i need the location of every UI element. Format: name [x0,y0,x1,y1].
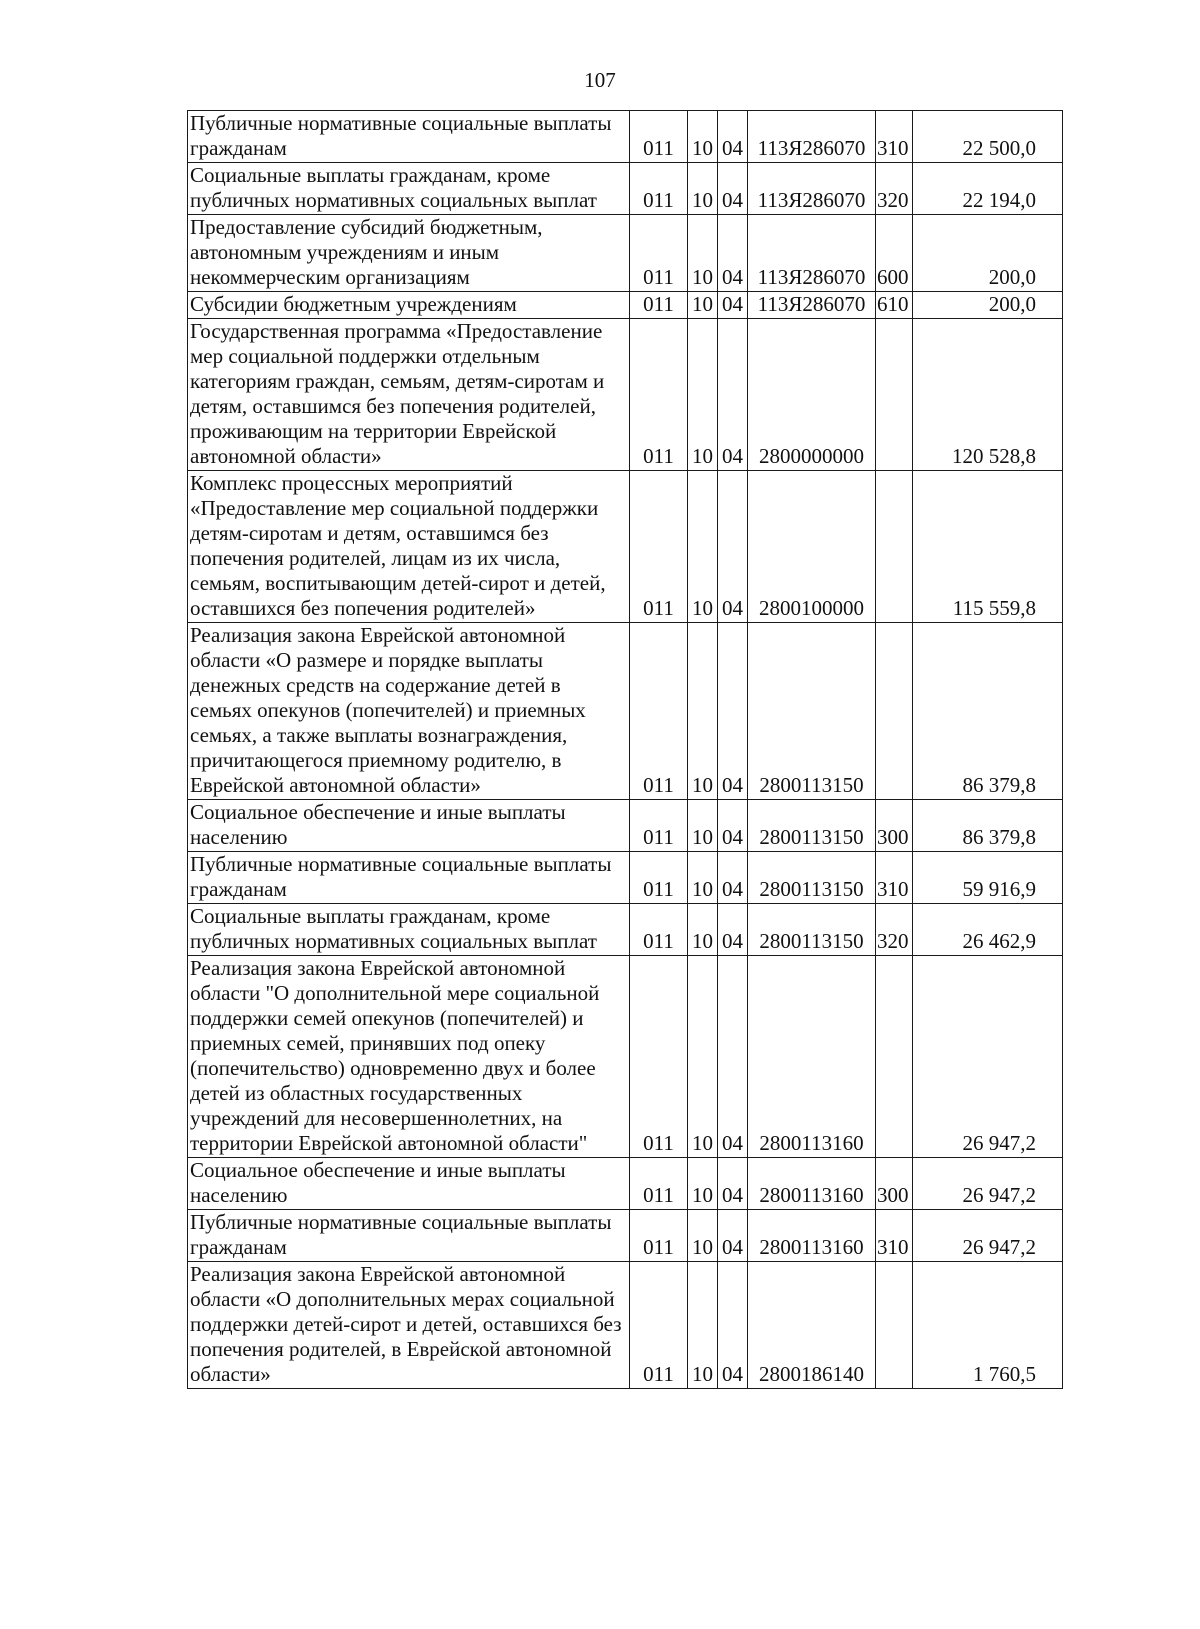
table-row [188,163,1063,215]
target-code: 2800186140 [748,1262,876,1389]
budget-table [187,110,1063,1389]
subsection-code: 04 [718,1158,748,1210]
row-name: Реализация закона Еврейской автономной области «О размере и порядке выплаты денежных средств на содержание детей в семьях опекунов (попечителей) и приемных семьях, а также выплаты вознаграждения, причитающегося приемному родителю, в Еврейской автономной области» [188,623,630,800]
expense-type-code: 300 [876,1158,913,1210]
row-name: Социальное обеспечение и иные выплаты населению [188,800,630,852]
table-row [188,1158,1063,1210]
expense-type-code: 610 [876,292,913,319]
subsection-code: 04 [718,800,748,852]
target-code: 2800000000 [748,319,876,471]
target-code: 2800113150 [748,800,876,852]
amount: 22 194,0 [913,163,1063,215]
target-code: 113Я286070 [748,163,876,215]
table-row [188,623,1063,800]
row-name: Комплекс процессных мероприятий «Предоставление мер социальной поддержки детям-сиротам и детям, оставшимся без попечения родителей, лицам из их числа, семьям, воспитывающим детей-сирот и детей, оставшихся без попечения родителей» [188,471,630,623]
ministry-code: 011 [630,215,688,292]
amount: 26 947,2 [913,1158,1063,1210]
subsection-code: 04 [718,163,748,215]
row-name: Социальное обеспечение и иные выплаты населению [188,1158,630,1210]
ministry-code: 011 [630,1262,688,1389]
row-name: Предоставление субсидий бюджетным, автономным учреждениям и иным некоммерческим организациям [188,215,630,292]
row-name: Реализация закона Еврейской автономной области "О дополнительной мере социальной поддержки семей опекунов (попечителей) и приемных семей, принявших под опеку (попечительство) одновременно двух и более детей из областных государственных учреждений для несовершеннолетних, на территории Еврейской автономной области" [188,956,630,1158]
target-code: 2800113160 [748,1158,876,1210]
amount: 26 462,9 [913,904,1063,956]
amount: 120 528,8 [913,319,1063,471]
ministry-code: 011 [630,111,688,163]
ministry-code: 011 [630,1158,688,1210]
table-row [188,800,1063,852]
table-row [188,111,1063,163]
ministry-code: 011 [630,852,688,904]
table-row [188,904,1063,956]
row-name: Социальные выплаты гражданам, кроме публичных нормативных социальных выплат [188,163,630,215]
row-name: Государственная программа «Предоставление мер социальной поддержки отдельным категориям граждан, семьям, детям-сиротам и детям, оставшимся без попечения родителей, проживающим на территории Еврейской автономной области» [188,319,630,471]
expense-type-code: 310 [876,111,913,163]
amount: 115 559,8 [913,471,1063,623]
subsection-code: 04 [718,1262,748,1389]
subsection-code: 04 [718,1210,748,1262]
table-row [188,852,1063,904]
section-code: 10 [688,471,718,623]
expense-type-code [876,623,913,800]
target-code: 2800113150 [748,852,876,904]
table-row [188,1262,1063,1389]
target-code: 2800113150 [748,623,876,800]
row-name: Публичные нормативные социальные выплаты гражданам [188,111,630,163]
ministry-code: 011 [630,319,688,471]
section-code: 10 [688,111,718,163]
ministry-code: 011 [630,292,688,319]
section-code: 10 [688,904,718,956]
subsection-code: 04 [718,292,748,319]
expense-type-code [876,471,913,623]
section-code: 10 [688,319,718,471]
expense-type-code [876,1262,913,1389]
subsection-code: 04 [718,215,748,292]
section-code: 10 [688,852,718,904]
subsection-code: 04 [718,623,748,800]
row-name: Субсидии бюджетным учреждениям [188,292,630,319]
table-row [188,471,1063,623]
table-row [188,292,1063,319]
subsection-code: 04 [718,956,748,1158]
ministry-code: 011 [630,800,688,852]
budget-table-body [188,111,1063,1389]
ministry-code: 011 [630,163,688,215]
ministry-code: 011 [630,471,688,623]
target-code: 2800100000 [748,471,876,623]
amount: 26 947,2 [913,956,1063,1158]
section-code: 10 [688,163,718,215]
subsection-code: 04 [718,471,748,623]
expense-type-code: 320 [876,904,913,956]
target-code: 2800113160 [748,1210,876,1262]
expense-type-code [876,956,913,1158]
section-code: 10 [688,292,718,319]
amount: 86 379,8 [913,800,1063,852]
table-row [188,1210,1063,1262]
ministry-code: 011 [630,1210,688,1262]
subsection-code: 04 [718,111,748,163]
subsection-code: 04 [718,904,748,956]
section-code: 10 [688,1262,718,1389]
table-row [188,956,1063,1158]
ministry-code: 011 [630,956,688,1158]
row-name: Социальные выплаты гражданам, кроме публичных нормативных социальных выплат [188,904,630,956]
table-row [188,215,1063,292]
section-code: 10 [688,1210,718,1262]
target-code: 113Я286070 [748,111,876,163]
target-code: 2800113150 [748,904,876,956]
subsection-code: 04 [718,852,748,904]
amount: 1 760,5 [913,1262,1063,1389]
section-code: 10 [688,800,718,852]
ministry-code: 011 [630,904,688,956]
section-code: 10 [688,956,718,1158]
table-row [188,319,1063,471]
amount: 86 379,8 [913,623,1063,800]
amount: 26 947,2 [913,1210,1063,1262]
expense-type-code: 310 [876,852,913,904]
target-code: 113Я286070 [748,215,876,292]
section-code: 10 [688,623,718,800]
page-number: 107 [584,68,616,92]
subsection-code: 04 [718,319,748,471]
section-code: 10 [688,1158,718,1210]
row-name: Публичные нормативные социальные выплаты гражданам [188,852,630,904]
expense-type-code: 310 [876,1210,913,1262]
expense-type-code: 600 [876,215,913,292]
row-name: Реализация закона Еврейской автономной области «О дополнительных мерах социальной поддержки детей-сирот и детей, оставшихся без попечения родителей, в Еврейской автономной области» [188,1262,630,1389]
amount: 22 500,0 [913,111,1063,163]
expense-type-code [876,319,913,471]
row-name: Публичные нормативные социальные выплаты гражданам [188,1210,630,1262]
amount: 59 916,9 [913,852,1063,904]
target-code: 113Я286070 [748,292,876,319]
ministry-code: 011 [630,623,688,800]
amount: 200,0 [913,215,1063,292]
section-code: 10 [688,215,718,292]
expense-type-code: 320 [876,163,913,215]
target-code: 2800113160 [748,956,876,1158]
amount: 200,0 [913,292,1063,319]
expense-type-code: 300 [876,800,913,852]
